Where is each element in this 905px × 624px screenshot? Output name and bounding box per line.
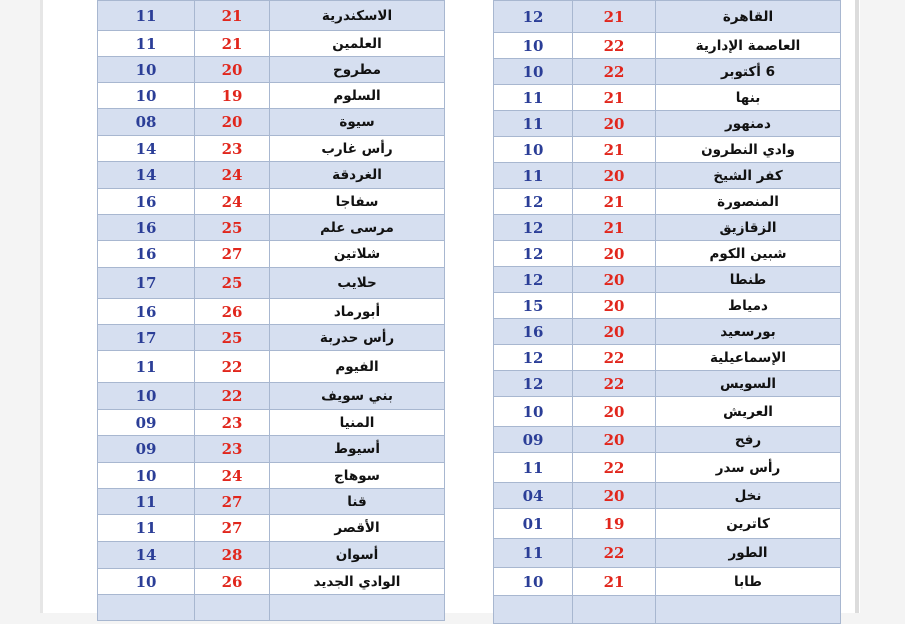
city-cell [656,596,841,624]
max-temp-cell: 20 [573,319,656,345]
max-temp-cell: 20 [195,109,270,136]
page-left-edge [40,0,43,613]
max-temp-cell: 21 [573,215,656,241]
min-temp-cell: 12 [494,215,573,241]
min-temp-cell: 04 [494,483,573,509]
city-cell: كفر الشيخ [656,163,841,189]
city-cell: العريش [656,397,841,427]
max-temp-cell: 23 [195,136,270,162]
table-row [98,241,445,268]
table-row [494,241,841,267]
max-temp-cell: 21 [573,85,656,111]
max-temp-cell: 20 [573,163,656,189]
min-temp-cell: 12 [494,1,573,33]
table-row [98,489,445,515]
max-temp-cell: 25 [195,325,270,351]
max-temp-cell: 21 [195,1,270,31]
city-cell: الفيوم [270,351,445,383]
max-temp-cell: 20 [573,293,656,319]
min-temp-cell: 09 [98,436,195,463]
min-temp-cell: 11 [98,31,195,57]
city-cell: نخل [656,483,841,509]
city-cell [270,595,445,621]
max-temp-cell: 26 [195,299,270,325]
max-temp-cell: 23 [195,436,270,463]
max-temp-cell: 20 [195,57,270,83]
max-temp-cell: 20 [573,483,656,509]
max-temp-cell: 22 [195,383,270,410]
min-temp-cell: 12 [494,371,573,397]
max-temp-cell: 19 [573,509,656,539]
table-row [494,596,841,624]
city-cell: دمياط [656,293,841,319]
min-temp-cell: 09 [494,427,573,453]
max-temp-cell: 28 [195,542,270,569]
city-cell: الزقازيق [656,215,841,241]
min-temp-cell: 10 [98,57,195,83]
max-temp-cell: 25 [195,215,270,241]
min-temp-cell: 08 [98,109,195,136]
max-temp-cell: 21 [573,189,656,215]
min-temp-cell: 14 [98,542,195,569]
min-temp-cell: 10 [494,59,573,85]
min-temp-cell: 11 [494,85,573,111]
min-temp-cell: 10 [98,383,195,410]
min-temp-cell: 12 [494,189,573,215]
min-temp-cell: 11 [494,111,573,137]
min-temp-cell: 10 [494,397,573,427]
min-temp-cell: 11 [98,1,195,31]
table-row [494,568,841,596]
max-temp-cell: 21 [573,568,656,596]
table-row [98,83,445,109]
min-temp-cell: 11 [98,515,195,542]
table-row [494,397,841,427]
min-temp-cell: 01 [494,509,573,539]
city-cell: القاهرة [656,1,841,33]
max-temp-cell: 19 [195,83,270,109]
table-row [98,569,445,595]
max-temp-cell: 21 [573,137,656,163]
table-row [494,59,841,85]
table-row [98,57,445,83]
min-temp-cell: 16 [98,189,195,215]
city-cell: المنيا [270,410,445,436]
table-row [494,267,841,293]
table-row [494,111,841,137]
min-temp-cell: 10 [494,137,573,163]
table-row [494,453,841,483]
temperature-table-right [493,0,841,624]
city-cell: طنطا [656,267,841,293]
table-row [494,509,841,539]
table-row [494,345,841,371]
max-temp-cell: 26 [195,569,270,595]
max-temp-cell: 24 [195,189,270,215]
table-row [98,595,445,621]
min-temp-cell: 10 [98,83,195,109]
city-cell: وادي النطرون [656,137,841,163]
min-temp-cell: 10 [98,463,195,489]
min-temp-cell: 16 [98,215,195,241]
city-cell: السلوم [270,83,445,109]
city-cell: حلايب [270,268,445,299]
temperature-table-left [97,0,445,621]
page-right-edge [855,0,859,613]
city-cell: سيوة [270,109,445,136]
max-temp-cell: 22 [573,539,656,568]
city-cell: بني سويف [270,383,445,410]
min-temp-cell: 10 [98,569,195,595]
table-row [98,436,445,463]
table-row [98,410,445,436]
min-temp-cell: 10 [494,33,573,59]
table-row [494,293,841,319]
max-temp-cell: 22 [573,345,656,371]
max-temp-cell: 27 [195,515,270,542]
table-row [494,371,841,397]
min-temp-cell: 11 [494,539,573,568]
table-row [494,483,841,509]
city-cell: العاصمة الإدارية [656,33,841,59]
max-temp-cell [573,596,656,624]
table-row [98,351,445,383]
table-row [494,319,841,345]
city-cell: رأس حدربة [270,325,445,351]
min-temp-cell: 17 [98,268,195,299]
min-temp-cell [494,596,573,624]
city-cell: شلاتين [270,241,445,268]
table-row [98,109,445,136]
min-temp-cell [98,595,195,621]
max-temp-cell: 23 [195,410,270,436]
table-row [494,85,841,111]
min-temp-cell: 11 [494,163,573,189]
min-temp-cell: 11 [98,489,195,515]
table-row [98,542,445,569]
min-temp-cell: 11 [494,453,573,483]
max-temp-cell: 20 [573,241,656,267]
city-cell: كاترين [656,509,841,539]
min-temp-cell: 10 [494,568,573,596]
city-cell: المنصورة [656,189,841,215]
city-cell: مرسى علم [270,215,445,241]
table-row [494,137,841,163]
min-temp-cell: 14 [98,162,195,189]
max-temp-cell: 20 [573,397,656,427]
city-cell: الغردقة [270,162,445,189]
min-temp-cell: 12 [494,241,573,267]
table-row [494,427,841,453]
table-row [98,1,445,31]
max-temp-cell: 21 [195,31,270,57]
city-cell: السويس [656,371,841,397]
city-cell: بورسعيد [656,319,841,345]
table-row [494,33,841,59]
city-cell: الأقصر [270,515,445,542]
min-temp-cell: 17 [98,325,195,351]
city-cell: الإسماعيلية [656,345,841,371]
city-cell: أبورماد [270,299,445,325]
city-cell: طابا [656,568,841,596]
city-cell: مطروح [270,57,445,83]
max-temp-cell: 22 [573,453,656,483]
min-temp-cell: 09 [98,410,195,436]
max-temp-cell: 27 [195,241,270,268]
min-temp-cell: 12 [494,267,573,293]
min-temp-cell: 16 [98,299,195,325]
max-temp-cell: 22 [573,33,656,59]
table-row [98,299,445,325]
city-cell: أسيوط [270,436,445,463]
table-row [494,163,841,189]
max-temp-cell: 24 [195,463,270,489]
max-temp-cell: 22 [195,351,270,383]
city-cell: دمنهور [656,111,841,137]
table-row [494,1,841,33]
table-row [494,539,841,568]
city-cell: شبين الكوم [656,241,841,267]
max-temp-cell: 20 [573,267,656,293]
max-temp-cell: 20 [573,427,656,453]
city-cell: قنا [270,489,445,515]
city-cell: سوهاج [270,463,445,489]
city-cell: سفاجا [270,189,445,215]
table-row [98,215,445,241]
table-row [98,383,445,410]
table-row [98,31,445,57]
city-cell: أسوان [270,542,445,569]
city-cell: رأس سدر [656,453,841,483]
table-row [98,268,445,299]
min-temp-cell: 15 [494,293,573,319]
min-temp-cell: 16 [494,319,573,345]
table-row [98,162,445,189]
table-row [98,325,445,351]
min-temp-cell: 16 [98,241,195,268]
max-temp-cell: 24 [195,162,270,189]
max-temp-cell [195,595,270,621]
min-temp-cell: 11 [98,351,195,383]
max-temp-cell: 21 [573,1,656,33]
table-row [494,215,841,241]
min-temp-cell: 12 [494,345,573,371]
table-row [98,189,445,215]
table-row [98,515,445,542]
table-row [494,189,841,215]
max-temp-cell: 22 [573,59,656,85]
max-temp-cell: 27 [195,489,270,515]
max-temp-cell: 22 [573,371,656,397]
city-cell: رأس غارب [270,136,445,162]
city-cell: بنها [656,85,841,111]
city-cell: الوادي الجديد [270,569,445,595]
city-cell: الاسكندرية [270,1,445,31]
city-cell: 6 أكتوبر [656,59,841,85]
city-cell: رفح [656,427,841,453]
table-row [98,136,445,162]
max-temp-cell: 20 [573,111,656,137]
min-temp-cell: 14 [98,136,195,162]
max-temp-cell: 25 [195,268,270,299]
city-cell: الطور [656,539,841,568]
table-row [98,463,445,489]
city-cell: العلمين [270,31,445,57]
